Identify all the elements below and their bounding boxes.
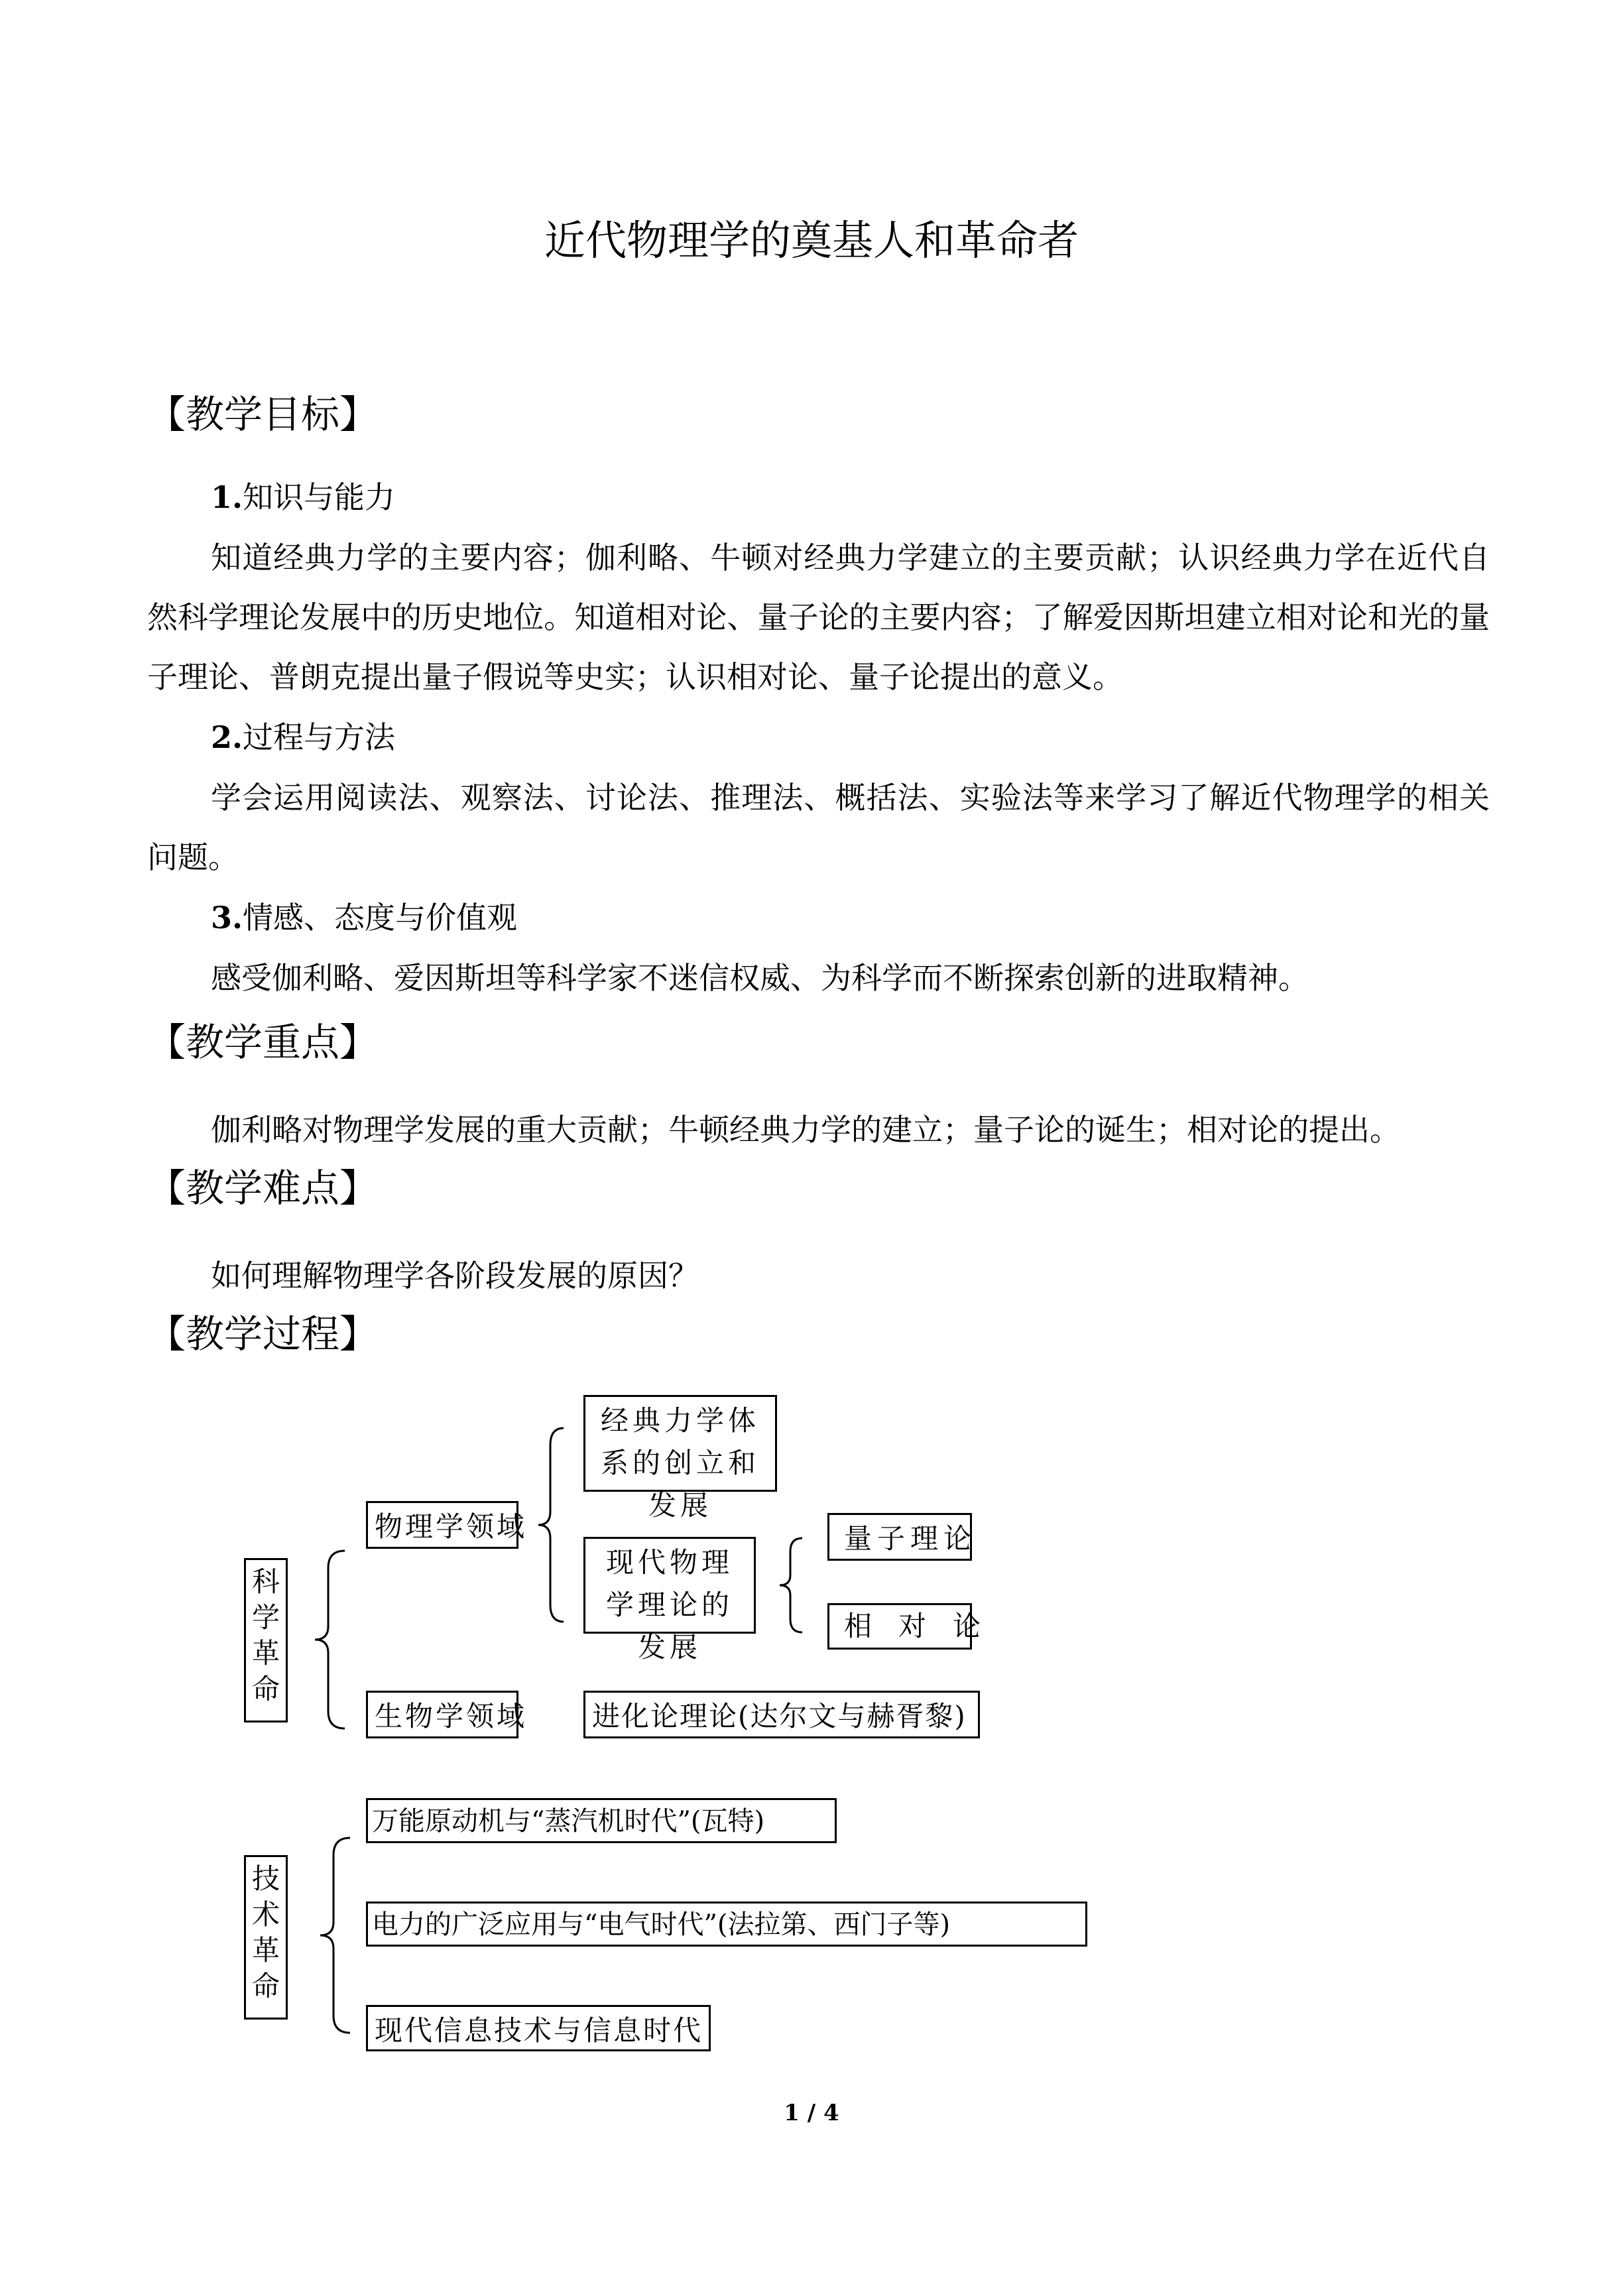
heading-process: 【教学过程】: [147, 1311, 379, 1357]
quantum-theory-box: 量子理论: [827, 1513, 972, 1561]
biology-field-box: 生物学领域: [366, 1691, 518, 1738]
brace-physics: [536, 1425, 569, 1624]
subheading-number: 1.: [211, 479, 243, 515]
subheading-label: 知识与能力: [243, 479, 396, 515]
modern-physics-box: 现代物理学理论的发展: [583, 1537, 756, 1634]
vertical-char: 科: [251, 1565, 280, 1598]
vertical-char: 学: [251, 1601, 280, 1634]
brace-science: [312, 1548, 351, 1731]
paragraph-emotion: 感受伽利略、爱因斯坦等科学家不迷信权威、为科学而不断探索创新的进取精神。: [211, 960, 1309, 996]
brace-tech: [317, 1835, 357, 2035]
paragraph-difficulties: 如何理解物理学各阶段发展的原因？: [211, 1258, 699, 1294]
heading-objectives: 【教学目标】: [147, 392, 379, 437]
page-title: 近代物理学的奠基人和革命者: [544, 216, 1079, 265]
subheading-process: [211, 716, 395, 758]
tech-revolution-box: [244, 1855, 288, 2020]
science-revolution-box: [244, 1558, 288, 1722]
evolution-box: 进化论理论(达尔文与赫胥黎): [583, 1691, 980, 1738]
subheading-knowledge: [211, 476, 395, 518]
vertical-char: 革: [251, 1637, 280, 1669]
info-age-box: 现代信息技术与信息时代: [366, 2005, 711, 2051]
subheading-number: 3.: [211, 900, 243, 936]
brace-modern-physics: [776, 1536, 809, 1635]
subheading-emotion: [211, 896, 517, 939]
subheading-label: 过程与方法: [243, 719, 396, 755]
paragraph-process: 学会运用阅读法、观察法、讨论法、推理法、概括法、实验法等来学习了解近代物理学的相关问题。: [147, 780, 1490, 875]
vertical-char: 术: [251, 1898, 280, 1931]
vertical-char: 革: [251, 1934, 280, 1966]
steam-age-box: 万能原动机与“蒸汽机时代”(瓦特): [366, 1798, 837, 1843]
relativity-box: 相对论: [827, 1603, 972, 1650]
electric-age-box: 电力的广泛应用与“电气时代”(法拉第、西门子等): [366, 1902, 1087, 1947]
vertical-char: 命: [251, 1970, 280, 2002]
heading-key-points: 【教学重点】: [147, 1020, 379, 1065]
subheading-number: 2.: [211, 719, 243, 755]
classical-mechanics-box: 经典力学体系的创立和发展: [583, 1395, 777, 1492]
paragraph-knowledge: 知道经典力学的主要内容；伽利略、牛顿对经典力学建立的主要贡献；认识经典力学在近代自然科学理论发展中的历史地位。知道相对论、量子论的主要内容；了解爱因斯坦建立相对论和光的量子理论、普朗克提出量子假说等史实；认识相对论、量子论提出的意义。: [147, 540, 1490, 695]
physics-field-box: 物理学领域: [366, 1501, 518, 1549]
page-number: 1 / 4: [784, 2100, 839, 2126]
subheading-label: 情感、态度与价值观: [243, 900, 518, 936]
paragraph-key-points: 伽利略对物理学发展的重大贡献；牛顿经典力学的建立；量子论的诞生；相对论的提出。: [211, 1112, 1400, 1148]
heading-difficulties: 【教学难点】: [147, 1166, 379, 1211]
vertical-char: 命: [251, 1673, 280, 1705]
vertical-char: 技: [251, 1862, 280, 1895]
